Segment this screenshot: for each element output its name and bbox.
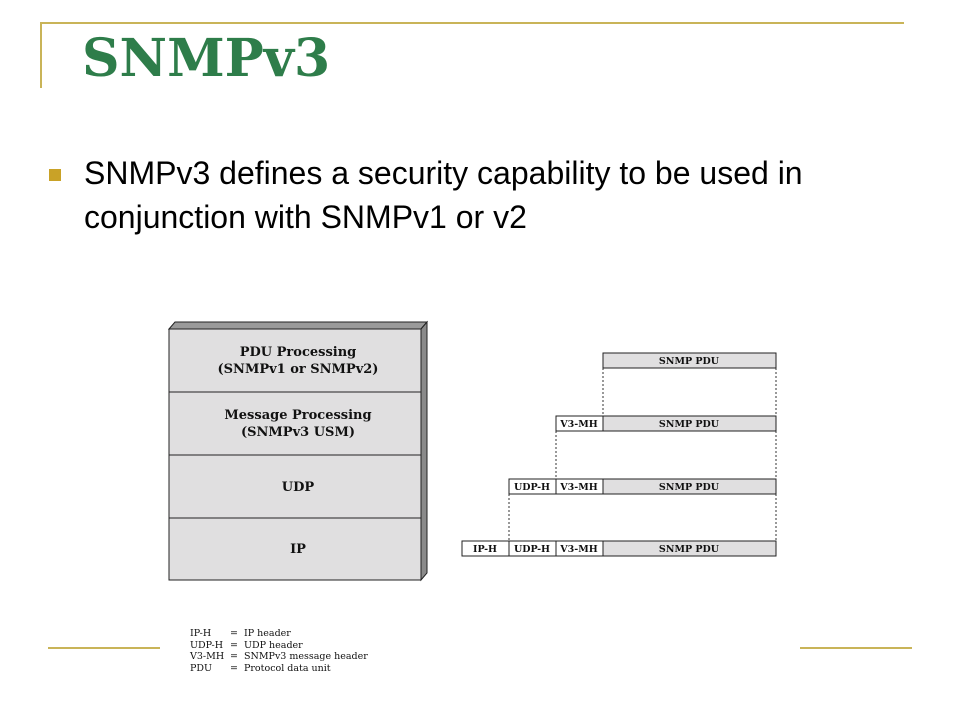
stack-layer-ip-label: IP — [290, 542, 306, 557]
legend-row — [190, 628, 368, 640]
row4-pdu-label: SNMP PDU — [658, 544, 720, 555]
legend-row — [190, 651, 368, 663]
legend-row — [190, 663, 368, 675]
legend-equals: = — [230, 628, 238, 639]
stack-layer-pdu — [169, 329, 421, 392]
row2-v3-label: V3-MH — [560, 419, 598, 430]
slide-title: SNMPv3 — [82, 28, 331, 89]
legend-abbr: PDU — [190, 662, 213, 674]
legend-row — [190, 640, 368, 652]
legend-desc: SNMPv3 message header — [244, 651, 368, 662]
row3-udp-label: UDP-H — [513, 482, 551, 493]
legend-abbr: UDP-H — [190, 639, 223, 651]
row4-udp-label: UDP-H — [513, 544, 551, 555]
encapsulation-diagram — [462, 353, 776, 556]
stack-layer-message-line1: Message Processing — [224, 408, 372, 423]
legend-desc: Protocol data unit — [244, 662, 331, 674]
bottom-rule-left — [48, 647, 160, 649]
row3-pdu-label: SNMP PDU — [658, 482, 720, 493]
legend — [190, 628, 368, 674]
encapsulation-guides — [509, 368, 776, 541]
stack-layer-message — [169, 392, 421, 455]
legend-desc: UDP header — [244, 639, 303, 651]
stack-layer-pdu-line2: (SNMPv1 or SNMPv2) — [217, 362, 379, 377]
protocol-stack — [169, 322, 427, 580]
bullet-text: SNMPv3 defines a security capability to be used in conjunction with SNMPv1 or v2 — [84, 155, 803, 235]
stack-side-face — [421, 322, 427, 580]
row1-pdu-label: SNMP PDU — [658, 356, 720, 367]
stack-layer-pdu-line1: PDU Processing — [239, 345, 357, 360]
legend-equals: = — [230, 651, 238, 662]
stack-layer-udp-label: UDP — [281, 480, 315, 495]
row4-v3-label: V3-MH — [560, 544, 598, 555]
bottom-rule-right — [800, 647, 912, 649]
legend-abbr: IP-H — [190, 628, 212, 639]
row4-ip-label: IP-H — [473, 544, 497, 555]
row3-v3-label: V3-MH — [560, 482, 598, 493]
legend-desc: IP header — [244, 628, 291, 639]
legend-equals: = — [230, 662, 238, 674]
legend-abbr: V3-MH — [190, 651, 225, 662]
legend-equals: = — [230, 639, 238, 651]
stack-top-face — [169, 322, 427, 329]
row2-pdu-label: SNMP PDU — [658, 419, 720, 430]
stack-layer-message-line2: (SNMPv3 USM) — [241, 425, 355, 440]
